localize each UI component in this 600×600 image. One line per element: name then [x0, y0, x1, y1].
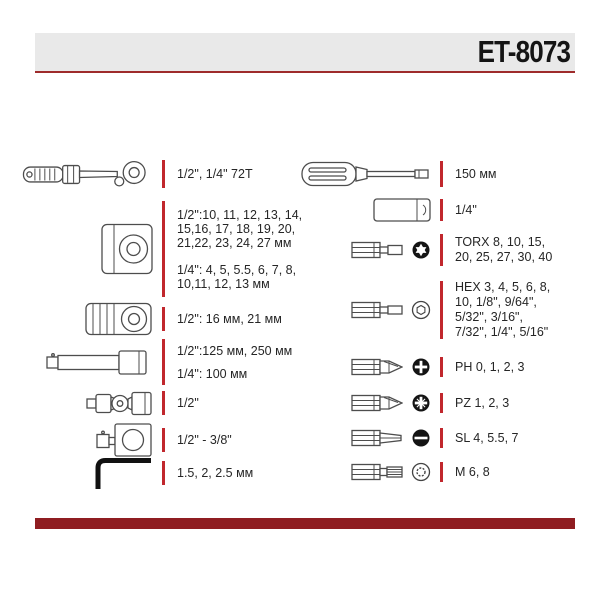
phillips-face-icon — [411, 357, 431, 377]
spec-divider — [162, 461, 165, 485]
slotted-bit-icon — [298, 428, 440, 448]
extension-bar-icon — [22, 345, 162, 379]
spec-text: 1.5, 2, 2.5 мм — [177, 466, 254, 480]
pozidriv-bit-icon — [298, 393, 440, 413]
spec-divider — [440, 428, 443, 448]
item-row-screwdriver — [298, 158, 497, 190]
item-row-extension-bars — [22, 338, 292, 386]
item-row-pz-bits — [298, 392, 509, 414]
adapter-icon — [22, 422, 162, 458]
spark-plug-socket-icon — [22, 302, 162, 336]
hex-key-icon — [22, 456, 162, 490]
torx-bit-icon — [298, 240, 440, 260]
spec-divider — [162, 428, 165, 452]
slotted-face-icon — [411, 428, 431, 448]
item-row-sl-bits — [298, 427, 518, 449]
spec-text: 1/4" — [455, 203, 477, 217]
screwdriver-icon — [298, 159, 440, 189]
phillips-bit-icon — [298, 357, 440, 377]
bit-socket-icon — [298, 198, 440, 222]
spec-divider — [440, 462, 443, 482]
item-row-hex-bits — [298, 279, 550, 341]
spec-divider — [162, 160, 165, 188]
spec-divider — [162, 339, 165, 385]
spec-text: 1/2": 16 мм, 21 мм — [177, 312, 282, 326]
spec-text: 1/2":125 мм, 250 мм 1/4": 100 мм — [177, 343, 293, 381]
spec-text: M 6, 8 — [455, 465, 490, 479]
spec-text: 150 мм — [455, 167, 497, 181]
item-row-ph-bits — [298, 356, 524, 378]
spec-divider — [440, 357, 443, 377]
model-number: ET-8073 — [477, 34, 570, 69]
header-underline — [35, 71, 575, 73]
spec-divider — [440, 161, 443, 187]
ratchet-icon — [22, 159, 162, 189]
item-row-torx-bits — [298, 232, 552, 268]
item-row-sockets — [22, 200, 302, 298]
footer-bar — [35, 518, 575, 529]
item-row-spark-plug-socket — [22, 302, 282, 336]
spec-text: 1/2":10, 11, 12, 13, 14, 15,16, 17, 18, 19, 20, 21,22, 23, 24, 27 мм 1/4": 4, 5, 5.5, 6, 7, 8, 10,11, 12, 13 мм — [177, 207, 303, 291]
spline-bit-icon — [298, 462, 440, 482]
spec-divider — [440, 199, 443, 221]
universal-joint-icon — [22, 387, 162, 419]
pozidriv-face-icon — [411, 393, 431, 413]
torx-face-icon — [411, 240, 431, 260]
item-row-hex-keys — [22, 456, 253, 490]
spec-text: TORX 8, 10, 15, 20, 25, 27, 30, 40 — [455, 235, 553, 264]
spec-text: 1/2" — [177, 396, 199, 410]
spec-divider — [162, 201, 165, 297]
spec-text: PH 0, 1, 2, 3 — [455, 360, 525, 374]
spec-divider — [162, 307, 165, 331]
item-row-bit-socket — [298, 197, 477, 223]
spec-text: 1/2" - 3/8" — [177, 433, 232, 447]
item-row-universal-joint — [22, 388, 199, 418]
header-bar — [35, 33, 575, 71]
spec-divider — [440, 281, 443, 339]
spline-face-icon — [411, 462, 431, 482]
spec-text: 1/2", 1/4" 72T — [177, 167, 253, 181]
spec-text: PZ 1, 2, 3 — [455, 396, 510, 410]
spec-divider — [440, 393, 443, 413]
socket-icon — [22, 223, 162, 275]
spec-text: HEX 3, 4, 5, 6, 8, 10, 1/8", 9/64", 5/32", 3/16", 7/32", 1/4", 5/16" — [455, 280, 551, 339]
spec-divider — [440, 234, 443, 266]
spec-text: SL 4, 5.5, 7 — [455, 431, 519, 445]
hex-bit-icon — [298, 300, 440, 320]
spec-divider — [162, 391, 165, 415]
item-row-spline-bits — [298, 461, 490, 483]
item-row-adapter — [22, 424, 232, 456]
item-row-ratchet — [22, 156, 253, 192]
hex-face-icon — [411, 300, 431, 320]
